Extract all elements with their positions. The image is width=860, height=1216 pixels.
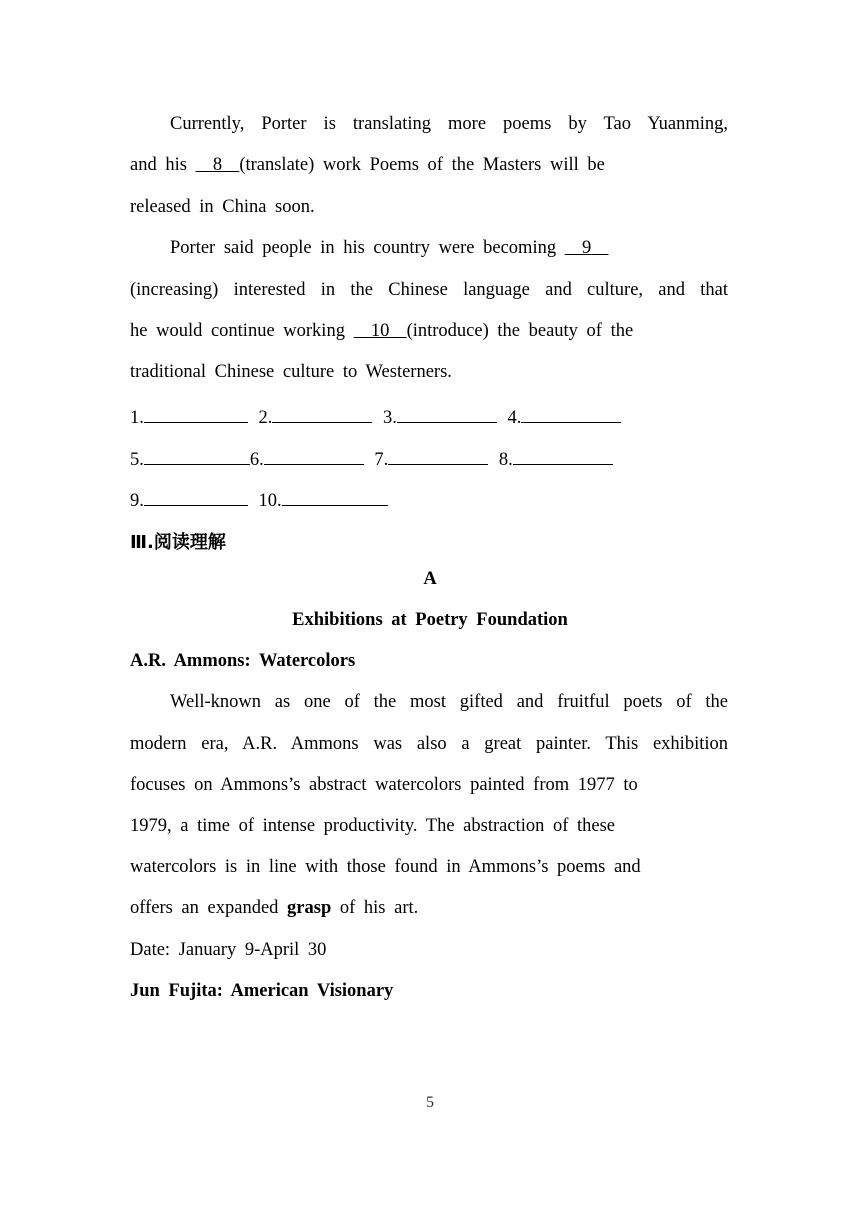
page-number: 5 <box>426 1094 434 1111</box>
exhibit1-title: A.R. Ammons: Watercolors <box>130 651 356 671</box>
para2-line1-pre: Porter said people in his country were becoming <box>170 238 557 258</box>
exhibit1-line6-post: of his art. <box>339 898 419 918</box>
blank-8: 8 <box>212 155 223 175</box>
para2-line2: (increasing) interested in the Chinese language and culture, and that <box>130 280 728 300</box>
exhibit1-line4: 1979, a time of intense productivity. The abstraction of these <box>130 816 616 836</box>
exhibit1-line5: watercolors is in line with those found in Ammons’s poems and <box>130 857 641 877</box>
exhibit2-title: Jun Fujita: American Visionary <box>130 981 394 1001</box>
answer-label: 4. <box>507 408 522 428</box>
para1-line1: Currently, Porter is translating more poems by Tao Yuanming, <box>170 114 728 134</box>
answer-label: 5. <box>130 450 144 470</box>
exhibit1-line1: Well-known as one of the most gifted and fruitful poets of the <box>170 692 728 712</box>
answer-blank[interactable] <box>282 487 388 506</box>
keyword-grasp: grasp <box>287 898 332 918</box>
answer-blank[interactable] <box>144 487 248 506</box>
answer-blank[interactable] <box>272 404 372 423</box>
answer-label: 9. <box>130 491 144 511</box>
answer-label: 6. <box>249 450 264 470</box>
blank-10: 10 <box>370 321 390 341</box>
answer-blank[interactable] <box>144 446 250 465</box>
exhibit1-line2: modern era, A.R. Ammons was also a great painter. This exhibition <box>130 734 728 754</box>
para2-line3-post: (introduce) the beauty of the <box>406 321 634 341</box>
exhibit1-line6-pre: offers an expanded <box>130 898 279 918</box>
exhibit1-date: Date: January 9-April 30 <box>130 940 327 960</box>
answer-blank[interactable] <box>388 446 488 465</box>
answer-row-1 <box>130 404 728 429</box>
answer-blank[interactable] <box>397 404 497 423</box>
blank-9: 9 <box>581 238 592 258</box>
answer-row-2 <box>130 446 728 471</box>
passage-title: Exhibitions at Poetry Foundation <box>292 610 568 630</box>
para2-line3-pre: he would continue working <box>130 321 345 341</box>
exhibit1-line3: focuses on Ammons’s abstract watercolors painted from 1977 to <box>130 775 638 795</box>
answer-row-3 <box>130 487 728 512</box>
answer-blank[interactable] <box>513 446 613 465</box>
para1-line2-pre: and his <box>130 155 187 175</box>
answer-blank[interactable] <box>144 404 248 423</box>
answer-label: 7. <box>374 450 389 470</box>
para1-line2 <box>130 155 728 176</box>
para2-line4: traditional Chinese culture to Westerners. <box>130 362 452 382</box>
para2-line3 <box>130 321 728 342</box>
passage-letter: A <box>423 569 437 589</box>
answer-label: 10. <box>258 491 282 511</box>
answer-blank[interactable] <box>521 404 621 423</box>
answer-label: 3. <box>383 408 397 428</box>
para1-line2-post: (translate) work Poems of the Masters will be <box>239 155 605 175</box>
answer-label: 1. <box>130 408 144 428</box>
para1-line3: released in China soon. <box>130 197 315 217</box>
answer-label: 2. <box>258 408 273 428</box>
answer-blank[interactable] <box>264 446 364 465</box>
exhibit1-line6 <box>130 898 728 919</box>
para2-line1 <box>170 238 768 259</box>
section-heading: Ⅲ.阅读理解 <box>130 532 226 553</box>
answer-label: 8. <box>498 450 513 470</box>
